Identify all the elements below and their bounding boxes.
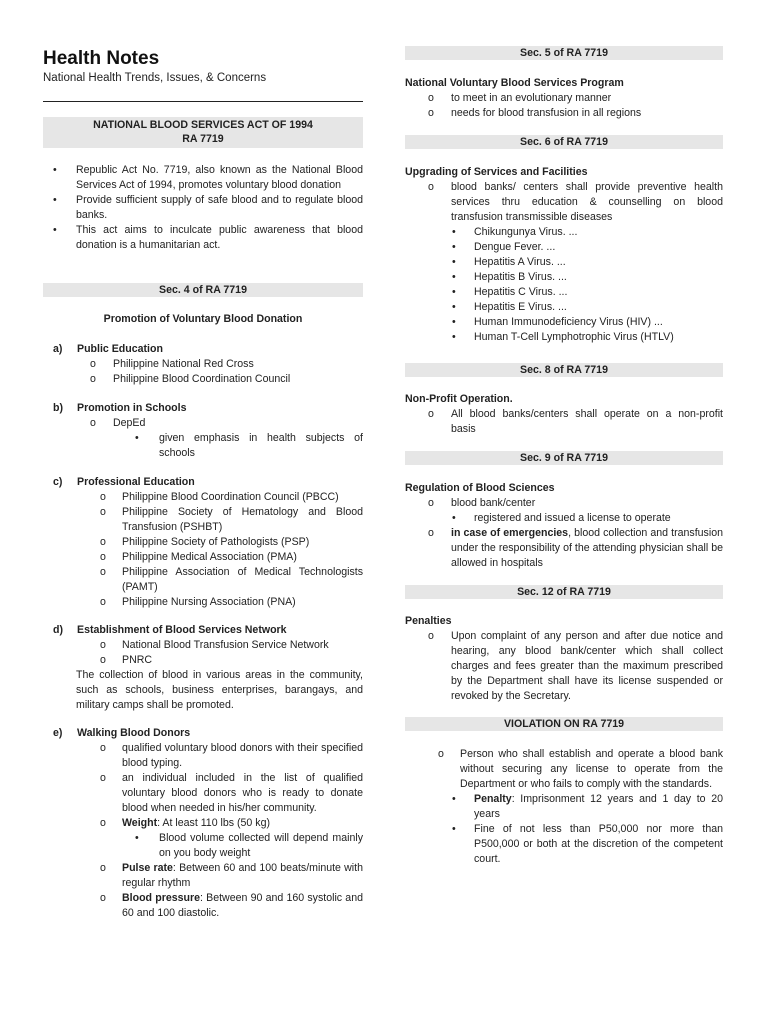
disease-item: • Hepatitis E Virus. ...	[452, 301, 567, 313]
circle-marker: o	[100, 566, 106, 578]
sec4-c-section	[43, 475, 363, 610]
penalty-item: • Penalty: Imprisonment 12 years and 1 day to 20 years	[452, 793, 723, 820]
sec12-section	[405, 614, 723, 704]
bullet-marker: •	[452, 512, 456, 524]
list-item: o blood bank/center	[428, 497, 536, 509]
circle-marker: o	[100, 596, 106, 608]
bullet-marker: •	[53, 194, 57, 206]
sub-list-item: • registered and issued a license to operate	[452, 512, 671, 524]
circle-marker: o	[100, 772, 106, 784]
list-item: o Upon complaint of any person and after due notice and hearing, any blood bank/center which shall collect charges and fees greater than the maximum prescribed by the Department shall have its license suspended or revoked by the Secretary.	[428, 630, 723, 702]
circle-marker: o	[100, 551, 106, 563]
list-item: o DepEd	[90, 417, 146, 429]
bullet-marker: •	[53, 224, 57, 236]
sec4-a-title: a) Public Education	[53, 343, 163, 355]
weight-item: o Weight: At least 110 lbs (50 kg)	[100, 817, 270, 829]
bullet-marker: •	[452, 301, 456, 313]
list-item: o Person who shall establish and operate a blood bank without securing any license to operate from the Department or who fails to comply with the standards.	[438, 748, 723, 790]
sec5-bar: Sec. 5 of RA 7719	[405, 46, 723, 60]
intro-item: • Republic Act No. 7719, also known as the National Blood Services Act of 1994, promotes voluntary blood donation	[53, 164, 363, 191]
circle-marker: o	[100, 491, 106, 503]
page-title: Health Notes	[43, 48, 160, 69]
sec4-heading: Promotion of Voluntary Blood Donation	[103, 313, 303, 325]
list-item: o Philippine Blood Coordination Council	[90, 373, 291, 385]
sub-list-item: • given emphasis in health subjects of schools	[135, 432, 363, 459]
circle-marker: o	[100, 817, 106, 829]
sec8-bar: Sec. 8 of RA 7719	[405, 363, 723, 377]
circle-marker: o	[100, 506, 106, 518]
circle-marker: o	[100, 654, 106, 666]
intro-list	[43, 163, 363, 253]
list-item: o Philippine Association of Medical Technologists (PAMT)	[100, 566, 363, 593]
circle-marker: o	[438, 748, 444, 760]
violation-section	[405, 747, 723, 867]
disease-item: • Human Immunodeficiency Virus (HIV) ...	[452, 316, 663, 328]
sec6-bar: Sec. 6 of RA 7719	[405, 135, 723, 149]
sec4-bar: Sec. 4 of RA 7719	[43, 283, 363, 297]
bullet-marker: •	[452, 316, 456, 328]
bullet-marker: •	[452, 226, 456, 238]
sec8-section	[405, 392, 723, 437]
bullet-marker: •	[452, 271, 456, 283]
sec4-d-paragraph: The collection of blood in various areas in the community, such as schools, business enterprises, barangays, and military camps shall be promoted.	[76, 669, 363, 711]
list-item: o in case of emergencies, blood collection and transfusion under the responsibility of the attending physician shall be allowed in hospitals	[428, 527, 723, 569]
list-item: o Philippine Society of Hematology and Blood Transfusion (PSHBT)	[100, 506, 363, 533]
bullet-marker: •	[452, 256, 456, 268]
circle-marker: o	[428, 107, 434, 119]
list-item: o an individual included in the list of qualified voluntary blood donors who is ready to donate blood when needed in his/her community.	[100, 772, 363, 814]
bullet-marker: •	[135, 832, 139, 844]
disease-item: • Hepatitis C Virus. ...	[452, 286, 568, 298]
circle-marker: o	[428, 408, 434, 420]
bullet-marker: •	[53, 164, 57, 176]
sec4-b-section	[43, 401, 363, 461]
list-item: o needs for blood transfusion in all regions	[428, 107, 642, 119]
sec5-section	[405, 76, 723, 121]
disease-item: • Dengue Fever. ...	[452, 241, 556, 253]
circle-marker: o	[428, 527, 434, 539]
sec12-bar: Sec. 12 of RA 7719	[405, 585, 723, 599]
sec9-section	[405, 481, 723, 571]
circle-marker: o	[100, 742, 106, 754]
bullet-marker: •	[452, 823, 456, 835]
list-item: o National Blood Transfusion Service Network	[100, 639, 329, 651]
sec4-d-section	[43, 623, 363, 713]
circle-marker: o	[90, 373, 96, 385]
sec9-bar: Sec. 9 of RA 7719	[405, 451, 723, 465]
list-item: o qualified voluntary blood donors with their specified blood typing.	[100, 742, 363, 769]
title-divider	[43, 101, 363, 102]
disease-item: • Hepatitis A Virus. ...	[452, 256, 566, 268]
sec4-e-title: e) Walking Blood Donors	[53, 727, 191, 739]
circle-marker: o	[100, 639, 106, 651]
circle-marker: o	[428, 92, 434, 104]
sec4-b-title: b) Promotion in Schools	[53, 402, 187, 414]
intro-item: • Provide sufficient supply of safe blood and to regulate blood banks.	[53, 194, 363, 221]
sec9-heading: Regulation of Blood Sciences	[405, 482, 555, 494]
circle-marker: o	[90, 417, 96, 429]
sec4-e-section	[43, 726, 363, 921]
circle-marker: o	[90, 358, 96, 370]
sec5-heading: National Voluntary Blood Services Program	[405, 77, 624, 89]
act-heading-line-2: RA 7719	[182, 133, 224, 145]
disease-item: • Hepatitis B Virus. ...	[452, 271, 567, 283]
intro-item: • This act aims to inculcate public awareness that blood donation is a humanitarian act.	[53, 224, 363, 251]
sec6-section	[405, 165, 723, 345]
circle-marker: o	[428, 181, 434, 193]
bullet-marker: •	[452, 331, 456, 343]
bullet-marker: •	[135, 432, 139, 444]
disease-item: • Human T-Cell Lymphotrophic Virus (HTLV)	[452, 331, 674, 343]
violation-bar: VIOLATION ON RA 7719	[405, 717, 723, 731]
circle-marker: o	[428, 630, 434, 642]
list-item: o Philippine National Red Cross	[90, 358, 254, 370]
act-heading-bar	[43, 117, 363, 148]
pulse-item: o Pulse rate: Between 60 and 100 beats/minute with regular rhythm	[100, 862, 363, 889]
bullet-marker: •	[452, 793, 456, 805]
list-item: o to meet in an evolutionary manner	[428, 92, 612, 104]
act-heading-line-1: NATIONAL BLOOD SERVICES ACT OF 1994	[93, 119, 313, 131]
circle-marker: o	[428, 497, 434, 509]
fine-item: • Fine of not less than P50,000 nor more than P500,000 or both at the discretion of the competent court.	[452, 823, 723, 865]
circle-marker: o	[100, 892, 106, 904]
sec4-d-title: d) Establishment of Blood Services Network	[53, 624, 287, 636]
blood-pressure-item: o Blood pressure: Between 90 and 160 systolic and 60 and 100 diastolic.	[100, 892, 363, 919]
sec4-a-section	[43, 342, 363, 387]
list-item: o Philippine Nursing Association (PNA)	[100, 596, 296, 608]
bullet-marker: •	[452, 286, 456, 298]
list-item: o Philippine Medical Association (PMA)	[100, 551, 297, 563]
page-subtitle: National Health Trends, Issues, & Concerns	[43, 72, 267, 84]
sub-list-item: • Blood volume collected will depend mainly on you body weight	[135, 832, 363, 859]
disease-item: • Chikungunya Virus. ...	[452, 226, 578, 238]
list-item: o blood banks/ centers shall provide preventive health services thru education & counselling on blood transfusion transmissible diseases	[428, 181, 723, 223]
bullet-marker: •	[452, 241, 456, 253]
circle-marker: o	[100, 536, 106, 548]
sec8-heading: Non-Profit Operation.	[405, 393, 513, 405]
list-item: o Philippine Society of Pathologists (PSP)	[100, 536, 310, 548]
circle-marker: o	[100, 862, 106, 874]
list-item: o PNRC	[100, 654, 153, 666]
list-item: o Philippine Blood Coordination Council (PBCC)	[100, 491, 339, 503]
sec4-c-title: c) Professional Education	[53, 476, 195, 488]
list-item: o All blood banks/centers shall operate on a non-profit basis	[428, 408, 723, 435]
sec6-heading: Upgrading of Services and Facilities	[405, 166, 588, 178]
sec12-heading: Penalties	[405, 615, 452, 627]
